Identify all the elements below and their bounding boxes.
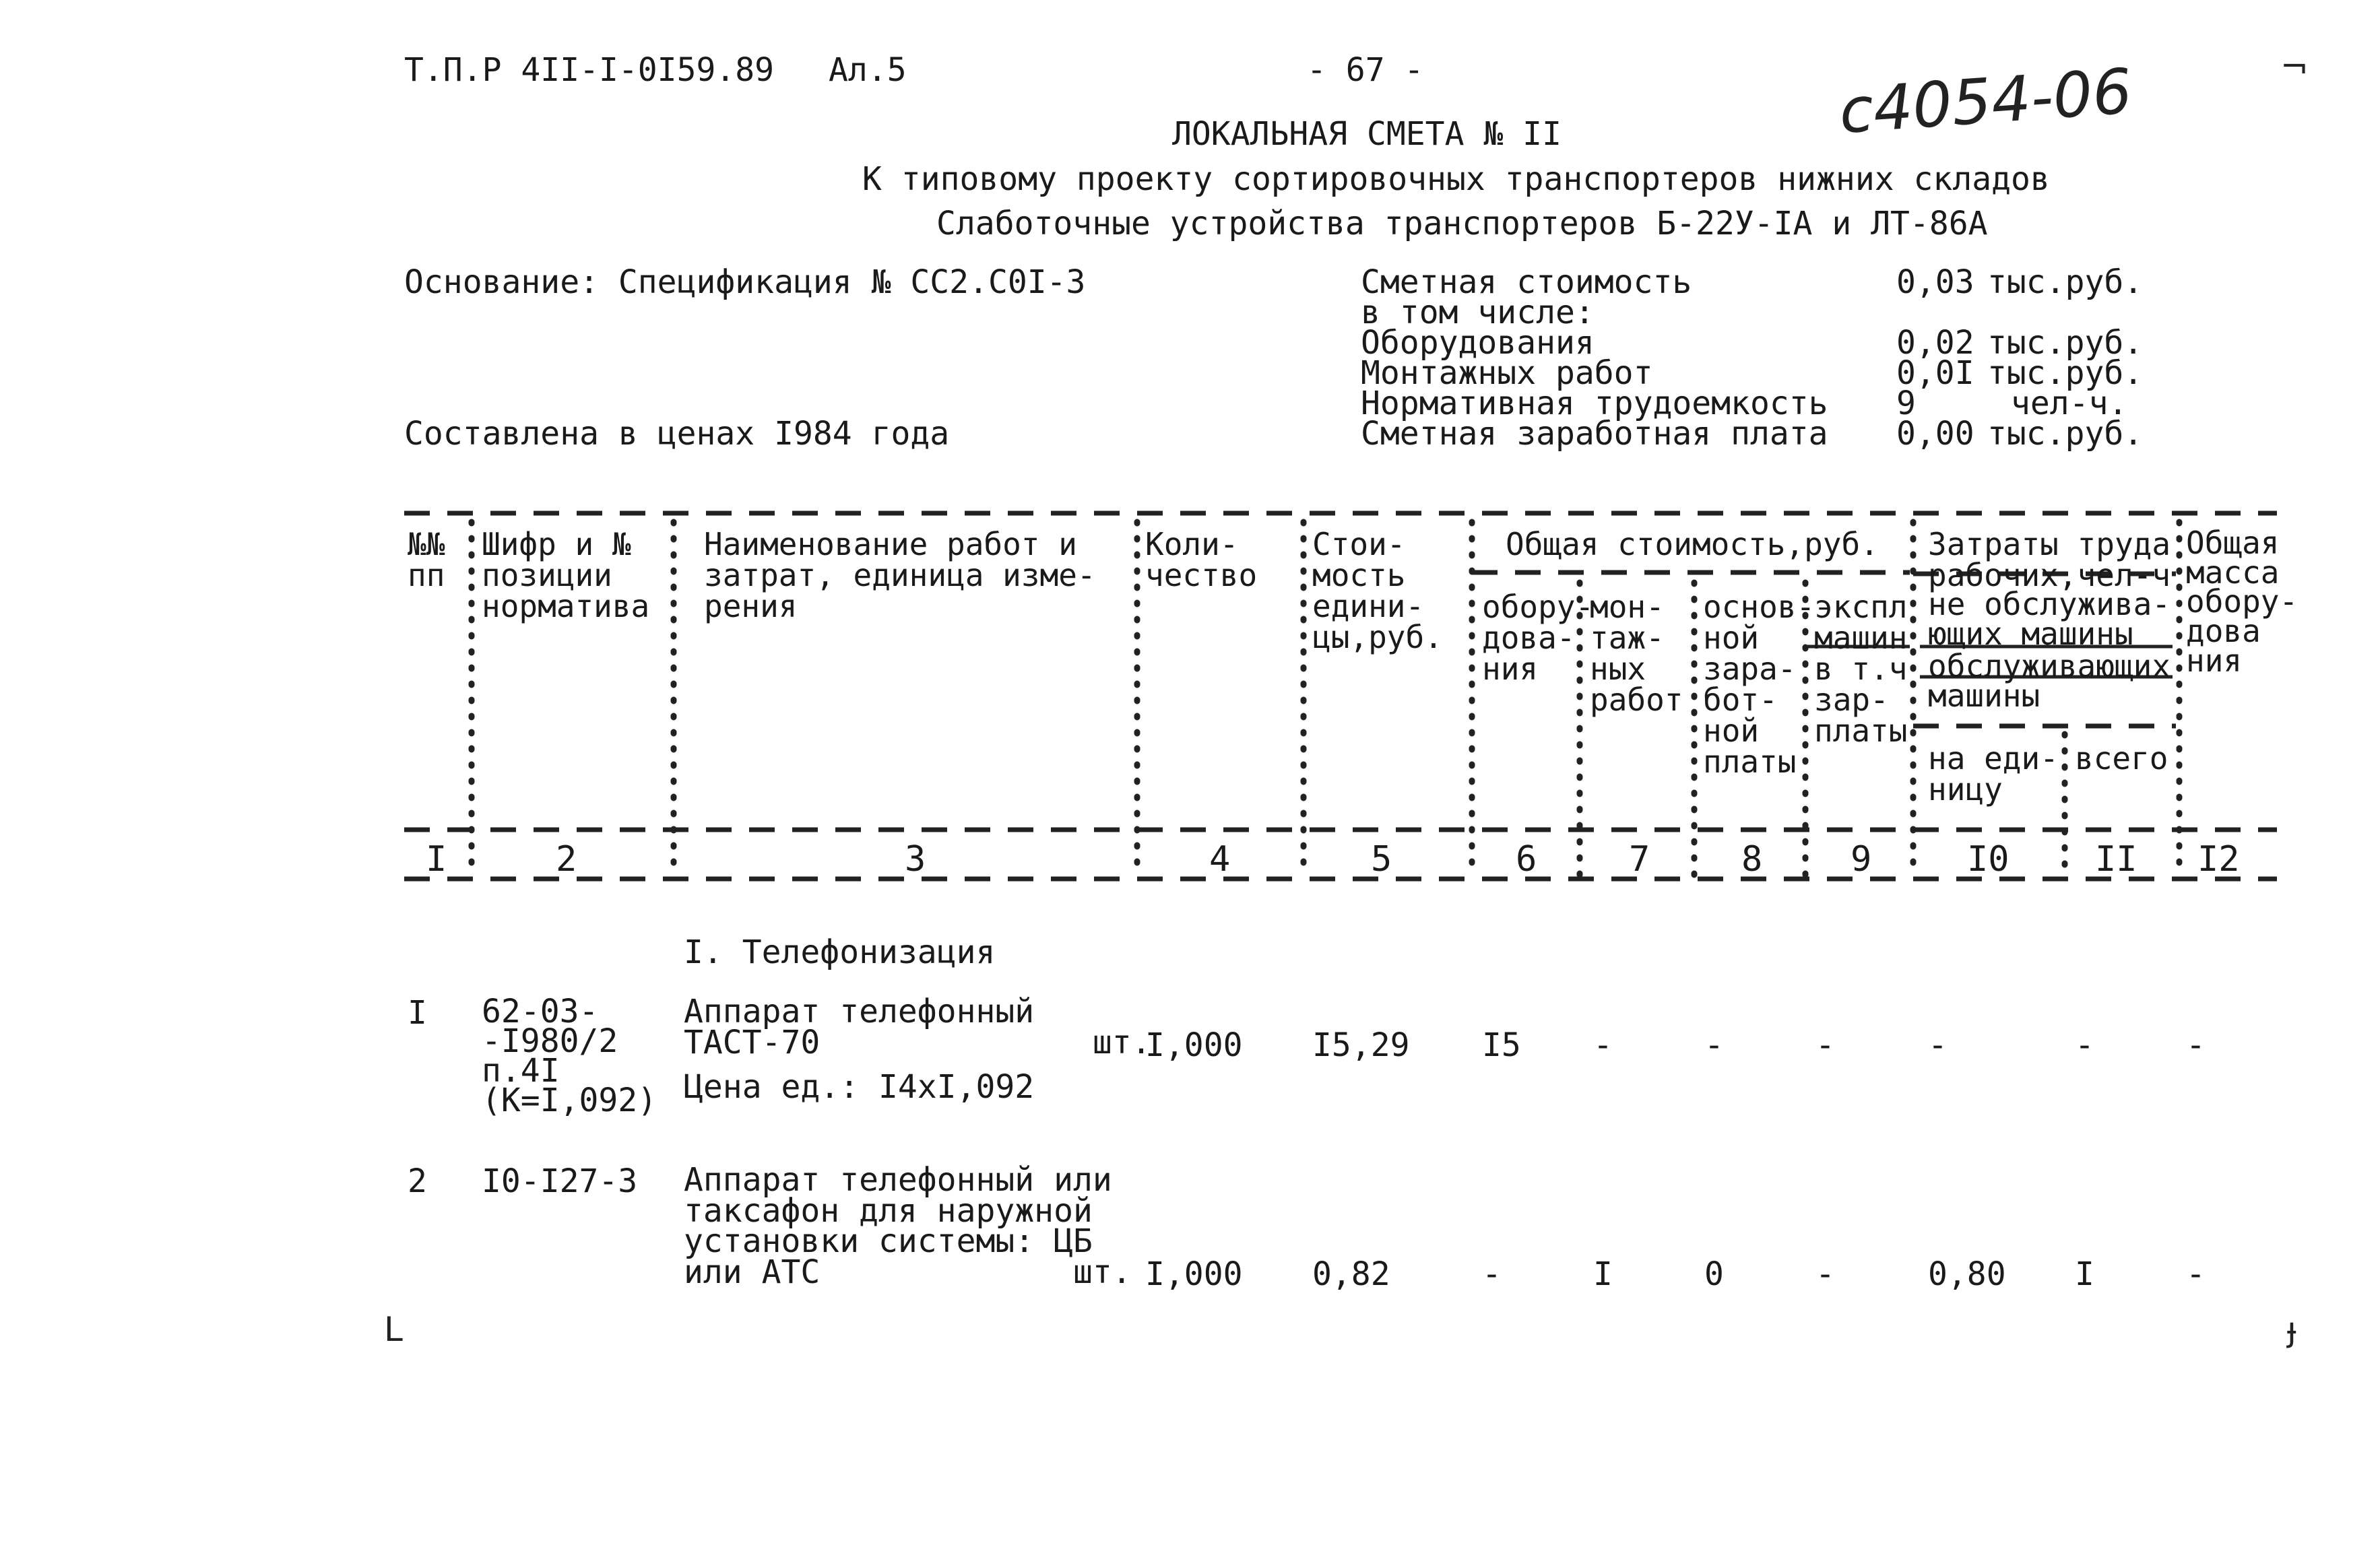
summary-value: 0,03 [1896,263,1974,301]
header-installation: мон- таж- ных работ [1590,589,1683,718]
handwritten-inventory-number: с4054-06 [1836,55,2135,148]
summary-label: Сметная стоимость [1361,263,1692,301]
prices-line: Составлена в ценах I984 года [404,415,950,453]
header-machine-operation: экспл машин в т.ч зар- платы [1814,589,1908,749]
column-number: I2 [2197,839,2240,880]
header-equipment-mass: Общая масса обору- дова ния [2186,525,2298,679]
column-number: 8 [1741,839,1763,880]
row-number: I [408,994,427,1032]
row-unit-cost: I5,29 [1312,1026,1410,1064]
section-title: I. Телефонизация [684,933,996,971]
row-quantity: I,000 [1145,1255,1243,1293]
row-base-wages: - [1704,1026,1724,1064]
corner-mark-bottom-right: ɟ [2287,1310,2296,1349]
column-number: 7 [1629,839,1650,880]
header-total-cost: Общая стоимость,руб. [1506,526,1879,562]
row-unit-cost: 0,82 [1312,1255,1390,1293]
row-installation-cost: - [1593,1026,1613,1064]
column-number: 3 [905,839,926,880]
header-item-number: №№ пп [408,526,445,593]
column-number: 5 [1371,839,1392,880]
summary-unit: чел-ч. [2011,385,2128,422]
basis-line: Основание: Спецификация № СС2.С0I-3 [404,263,1086,301]
summary-unit: тыс.руб. [1987,354,2144,392]
row-work-name: Аппарат телефонный или таксафон для наружной установки системы: ЦБ или АТС шт. [684,1161,1132,1291]
header-total: всего [2075,740,2168,777]
row-labor-per-unit: - [1928,1026,1948,1064]
row-norm-code: 62-03- -I980/2 п.4I (К=I,092) [482,993,657,1120]
row-labor-per-unit: 0,80 [1928,1255,2006,1293]
header-equipment: обору- дова- ния [1482,589,1595,687]
column-number: 4 [1209,839,1231,880]
summary-label: Сметная заработная плата [1361,415,1828,453]
column-number: I [426,839,447,880]
row-equipment-mass: - [2186,1026,2206,1064]
row-labor-total: - [2075,1026,2094,1064]
row-equipment-mass: - [2186,1255,2206,1293]
summary-label: Нормативная трудоемкость [1361,385,1828,422]
row-price-note: Цена ед.: I4хI,092 [684,1068,1035,1106]
header-work-name: Наименование работ и затрат, единица изме- рения [704,526,1096,624]
row-quantity: I,000 [1145,1026,1243,1064]
album-number: Ал.5 [829,51,907,89]
column-number: 9 [1851,839,1872,880]
corner-mark-bottom-left: L [384,1310,403,1349]
row-equipment-cost: I5 [1482,1026,1521,1064]
document-subtitle-1: К типовому проекту сортировочных транспортеров нижних складов [862,160,2050,198]
row-base-wages: 0 [1704,1255,1724,1293]
summary-unit: тыс.руб. [1987,263,2144,301]
row-equipment-cost: - [1482,1255,1502,1293]
summary-value: 9 [1896,385,1916,422]
header-per-unit: на еди- ницу [1928,740,2059,807]
row-installation-cost: I [1593,1255,1613,1293]
column-number: I0 [1967,839,2009,880]
summary-value: 0,00 [1896,415,1974,453]
document-code: Т.П.Р 4II-I-0I59.89 [404,51,775,89]
header-labor-costs: Затраты труда рабочих,чел-ч [1928,526,2171,593]
header-labor-servicing: обслуживающих машины [1928,648,2171,714]
page-number: - 67 - [1307,51,1424,89]
document-title: ЛОКАЛЬНАЯ СМЕТА № II [1172,115,1562,153]
row-norm-code: I0-I27-3 [482,1162,638,1200]
summary-value: 0,0I [1896,354,1974,392]
row-machine-operation: - [1815,1026,1835,1064]
header-norm-code: Шифр и № позиции норматива [482,526,650,624]
column-number: 2 [556,839,577,880]
corner-mark-top-right: ¬ [2280,47,2309,86]
header-base-wages: основ- ной зара- бот- ной платы [1703,589,1815,780]
column-number: 6 [1516,839,1537,880]
header-labor-not-servicing: не обслужива- ющих машины [1928,586,2171,652]
header-quantity: Коли- чество [1145,526,1258,593]
summary-label: Монтажных работ [1361,354,1653,392]
summary-unit: тыс.руб. [1987,415,2144,453]
summary-label: Оборудования [1361,324,1595,362]
row-work-name: Аппарат телефонный ТАСТ-70 шт. [684,993,1151,1061]
header-unit-cost: Стои- мость едини- цы,руб. [1312,526,1443,655]
row-number: 2 [408,1162,427,1200]
summary-unit: тыс.руб. [1987,324,2144,362]
summary-value: 0,02 [1896,324,1974,362]
column-number: II [2095,839,2137,880]
row-machine-operation: - [1815,1255,1835,1293]
row-labor-total: I [2075,1255,2094,1293]
summary-label: в том числе: [1361,294,1595,331]
document-subtitle-2: Слаботочные устройства транспортеров Б-22У-IA и ЛТ-86А [936,205,1988,242]
